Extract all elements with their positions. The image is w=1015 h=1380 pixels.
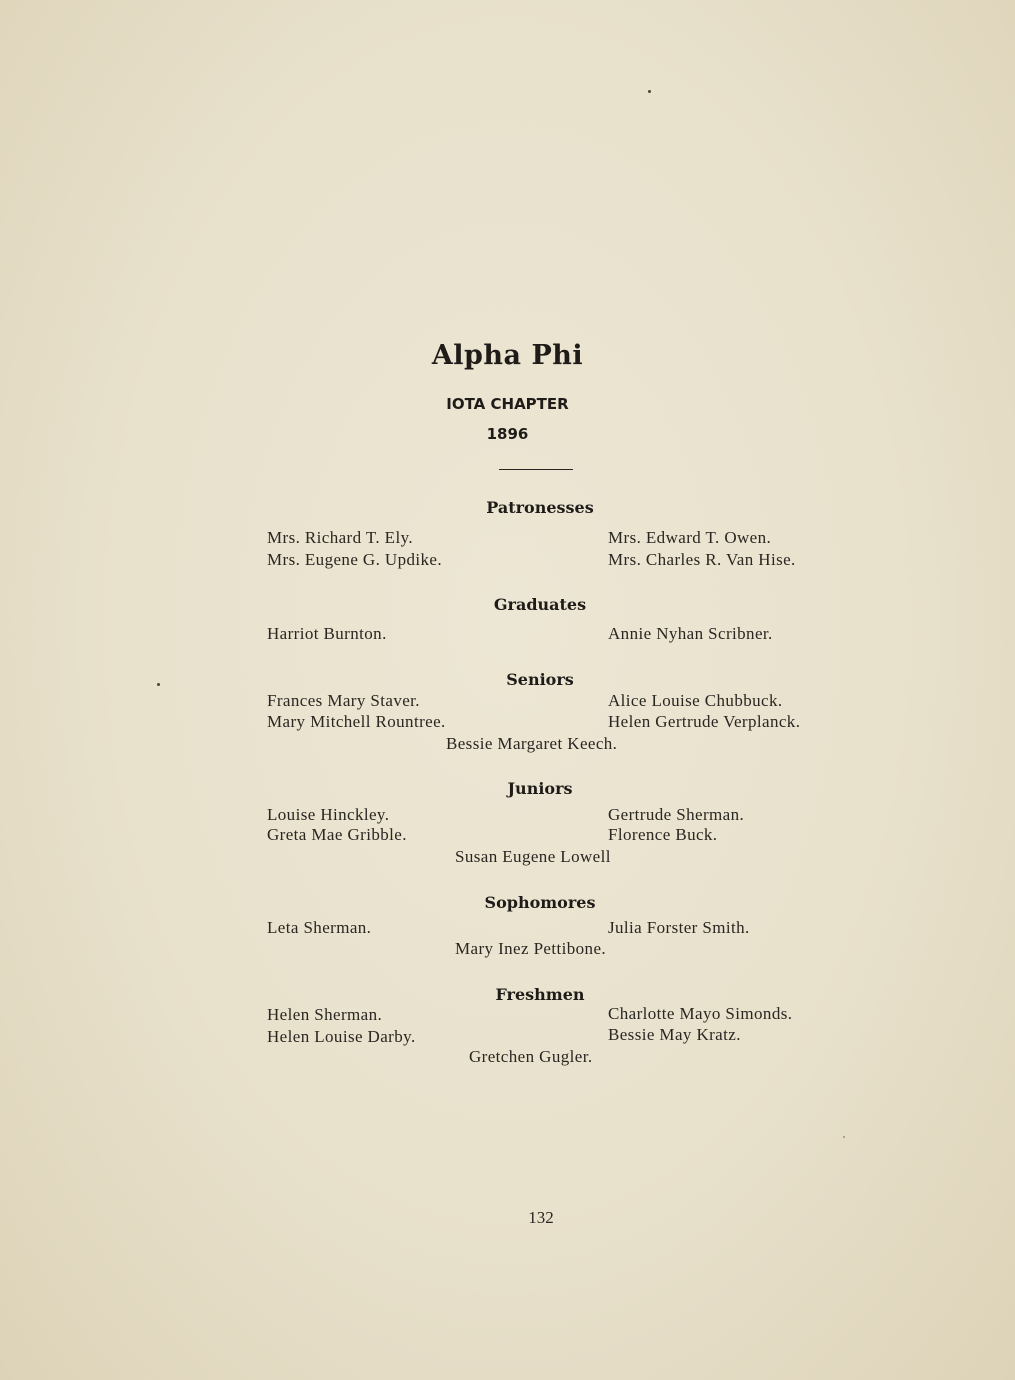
paper-speck: [843, 1136, 845, 1138]
chapter-year: 1896: [486, 425, 529, 443]
page-number: 132: [528, 1208, 554, 1227]
member-name: Greta Mae Gribble.: [267, 825, 407, 844]
member-name-center: Bessie Margaret Keech.: [446, 734, 618, 753]
member-name: Louise Hinckley.: [267, 805, 390, 824]
member-name-center: Gretchen Gugler.: [469, 1047, 593, 1066]
section-heading-patronesses: Patronesses: [486, 498, 594, 517]
member-name: Helen Gertrude Verplanck.: [608, 712, 801, 731]
member-name: Harriot Burnton.: [267, 624, 387, 643]
member-name: Helen Louise Darby.: [267, 1027, 416, 1046]
member-name: Annie Nyhan Scribner.: [608, 624, 773, 643]
member-name: Helen Sherman.: [267, 1005, 383, 1024]
member-name: Florence Buck.: [608, 825, 718, 844]
member-name: Mrs. Richard T. Ely.: [267, 528, 414, 547]
member-name: Alice Louise Chubbuck.: [608, 691, 783, 710]
member-name: Mrs. Edward T. Owen.: [608, 528, 772, 547]
section-heading-sophomores: Sophomores: [484, 893, 596, 912]
member-name: Mrs. Eugene G. Updike.: [267, 550, 442, 569]
member-name: Gertrude Sherman.: [608, 805, 745, 824]
member-name: Leta Sherman.: [267, 918, 372, 937]
member-name: Mrs. Charles R. Van Hise.: [608, 550, 796, 569]
member-name: Julia Forster Smith.: [608, 918, 750, 937]
section-heading-graduates: Graduates: [493, 595, 587, 614]
paper-speck: [157, 683, 160, 686]
paper-speck: [648, 90, 651, 93]
section-heading-juniors: Juniors: [507, 779, 573, 798]
member-name: Mary Mitchell Rountree.: [267, 712, 446, 731]
divider-rule: [499, 469, 573, 470]
member-name-center: Mary Inez Pettibone.: [455, 939, 607, 958]
member-name: Charlotte Mayo Simonds.: [608, 1004, 793, 1023]
member-name: Bessie May Kratz.: [608, 1025, 741, 1044]
member-name: Frances Mary Staver.: [267, 691, 420, 710]
section-heading-seniors: Seniors: [506, 670, 574, 689]
member-name-center: Susan Eugene Lowell: [455, 847, 611, 866]
page-title: Alpha Phi: [431, 340, 584, 371]
chapter-name: IOTA CHAPTER: [446, 395, 569, 413]
section-heading-freshmen: Freshmen: [495, 985, 585, 1004]
